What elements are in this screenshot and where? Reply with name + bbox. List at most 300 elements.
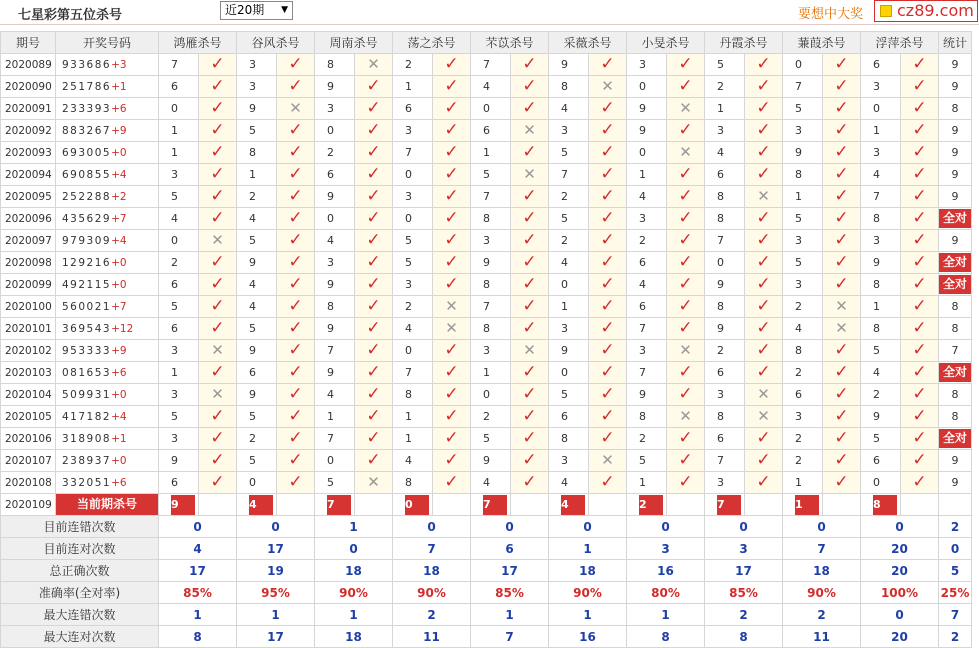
stat-value: 7 (783, 538, 861, 560)
issue-number: 2020092 (1, 120, 56, 142)
kill-number: 8 (549, 428, 589, 450)
check-icon: ✓ (834, 406, 849, 426)
draw-sum-offset: +0 (111, 388, 127, 401)
draw-numbers (56, 472, 159, 494)
check-icon: ✓ (600, 318, 615, 338)
check-icon: ✓ (210, 54, 225, 74)
kill-number: 0 (471, 98, 511, 120)
check-icon: ✓ (912, 76, 927, 96)
result-mark (277, 76, 315, 98)
result-mark (277, 54, 315, 76)
kill-number: 1 (237, 164, 277, 186)
kill-number: 2 (783, 450, 823, 472)
kill-number: 5 (471, 428, 511, 450)
result-mark (667, 340, 705, 362)
result-mark (745, 76, 783, 98)
result-mark (199, 362, 237, 384)
kill-number: 5 (783, 208, 823, 230)
result-mark (199, 120, 237, 142)
draw-digits: 693005 (62, 146, 112, 159)
result-mark (589, 296, 627, 318)
kill-number: 7 (705, 230, 745, 252)
draw-digits: 883267 (62, 124, 112, 137)
page-title: 七星彩第五位杀号 (18, 8, 123, 23)
stat-value: 90% (783, 582, 861, 604)
kill-number: 8 (705, 208, 745, 230)
kill-number: 5 (315, 472, 355, 494)
result-mark (433, 98, 471, 120)
result-mark (511, 384, 549, 406)
check-icon: ✓ (288, 186, 303, 206)
result-mark (199, 98, 237, 120)
result-mark (667, 384, 705, 406)
result-mark (277, 340, 315, 362)
row-total (939, 428, 972, 450)
check-icon: ✓ (600, 164, 615, 184)
current-kill-cell (237, 494, 277, 516)
stat-value: 20 (861, 538, 939, 560)
result-mark (823, 98, 861, 120)
check-icon: ✓ (600, 208, 615, 228)
check-icon: ✓ (210, 164, 225, 184)
current-kill-spacer (511, 494, 549, 516)
column-header: 荡之杀号 (393, 32, 471, 54)
result-mark (823, 296, 861, 318)
kill-number: 7 (393, 362, 433, 384)
draw-sum-offset: +1 (111, 80, 127, 93)
kill-number: 8 (861, 208, 901, 230)
table-row (1, 186, 972, 208)
kill-number: 9 (237, 252, 277, 274)
result-mark (667, 252, 705, 274)
result-mark (667, 428, 705, 450)
result-mark (823, 362, 861, 384)
draw-sum-offset: +0 (111, 146, 127, 159)
draw-numbers (56, 428, 159, 450)
result-mark (667, 76, 705, 98)
kill-number: 2 (159, 252, 199, 274)
all-correct-badge: 全对 (939, 209, 971, 228)
kill-number: 4 (237, 208, 277, 230)
check-icon: ✓ (210, 98, 225, 118)
result-mark (433, 428, 471, 450)
cross-icon: ✕ (289, 99, 302, 117)
result-mark (901, 98, 939, 120)
check-icon: ✓ (444, 54, 459, 74)
check-icon: ✓ (834, 76, 849, 96)
kill-number: 5 (237, 120, 277, 142)
current-kill-number: 2 (639, 495, 663, 515)
table-row (1, 472, 972, 494)
draw-digits: 081653 (62, 366, 112, 379)
result-mark (745, 98, 783, 120)
result-mark (667, 318, 705, 340)
check-icon: ✓ (600, 252, 615, 272)
kill-number: 7 (471, 186, 511, 208)
stat-value: 8 (159, 626, 237, 648)
check-icon: ✓ (834, 428, 849, 448)
row-total: 8 (939, 406, 972, 428)
stat-value: 95% (237, 582, 315, 604)
result-mark (589, 98, 627, 120)
check-icon: ✓ (366, 384, 381, 404)
kill-number: 3 (315, 252, 355, 274)
kill-number: 0 (783, 54, 823, 76)
kill-number: 9 (861, 406, 901, 428)
draw-sum-offset: +0 (111, 454, 127, 467)
column-header: 丹霞杀号 (705, 32, 783, 54)
check-icon: ✓ (366, 362, 381, 382)
check-icon: ✓ (366, 76, 381, 96)
result-mark (199, 54, 237, 76)
kill-number: 8 (705, 296, 745, 318)
kill-number: 9 (315, 274, 355, 296)
check-icon: ✓ (522, 186, 537, 206)
draw-numbers (56, 54, 159, 76)
check-icon: ✓ (834, 384, 849, 404)
kill-number: 2 (549, 230, 589, 252)
check-icon: ✓ (288, 362, 303, 382)
result-mark (745, 54, 783, 76)
kill-number: 1 (471, 142, 511, 164)
draw-digits: 690855 (62, 168, 112, 181)
check-icon: ✓ (678, 318, 693, 338)
stat-value: 1 (237, 604, 315, 626)
kill-number: 3 (783, 230, 823, 252)
kill-number: 9 (783, 142, 823, 164)
kill-number: 9 (315, 186, 355, 208)
kill-number: 0 (471, 384, 511, 406)
stat-value: 11 (393, 626, 471, 648)
draw-numbers (56, 340, 159, 362)
result-mark (277, 230, 315, 252)
check-icon: ✓ (522, 76, 537, 96)
stat-value: 2 (939, 516, 972, 538)
result-mark (277, 428, 315, 450)
check-icon: ✓ (678, 76, 693, 96)
row-total: 9 (939, 142, 972, 164)
result-mark (589, 450, 627, 472)
kill-number: 4 (549, 252, 589, 274)
check-icon: ✓ (756, 362, 771, 382)
kill-number: 0 (549, 362, 589, 384)
stat-label: 目前连错次数 (1, 516, 159, 538)
check-icon: ✓ (912, 318, 927, 338)
check-icon: ✓ (522, 230, 537, 250)
check-icon: ✓ (288, 450, 303, 470)
stat-value: 11 (783, 626, 861, 648)
cross-icon: ✕ (679, 99, 692, 117)
kill-number: 6 (705, 362, 745, 384)
issue-number: 2020105 (1, 406, 56, 428)
check-icon: ✓ (444, 230, 459, 250)
result-mark (355, 54, 393, 76)
kill-number: 4 (159, 208, 199, 230)
result-mark (511, 164, 549, 186)
kill-number: 1 (471, 362, 511, 384)
result-mark (277, 142, 315, 164)
result-mark (355, 76, 393, 98)
stat-value: 8 (705, 626, 783, 648)
check-icon: ✓ (210, 252, 225, 272)
check-icon: ✓ (600, 98, 615, 118)
result-mark (823, 120, 861, 142)
kill-number: 4 (783, 318, 823, 340)
check-icon: ✓ (522, 472, 537, 492)
check-icon: ✓ (366, 120, 381, 140)
result-mark (277, 120, 315, 142)
kill-number: 8 (549, 76, 589, 98)
kill-number: 8 (471, 274, 511, 296)
check-icon: ✓ (756, 54, 771, 74)
kill-number: 6 (159, 472, 199, 494)
current-kill-number: 9 (171, 495, 195, 515)
issue-number: 2020108 (1, 472, 56, 494)
kill-number: 6 (315, 164, 355, 186)
check-icon: ✓ (678, 252, 693, 272)
result-mark (901, 76, 939, 98)
kill-number: 1 (549, 296, 589, 318)
result-mark (433, 318, 471, 340)
stat-value: 1 (549, 604, 627, 626)
result-mark (589, 208, 627, 230)
draw-digits: 238937 (62, 454, 112, 467)
current-kill-spacer (589, 494, 627, 516)
kill-number: 9 (627, 384, 667, 406)
check-icon: ✓ (444, 340, 459, 360)
current-kill-cell (549, 494, 589, 516)
stat-value: 0 (939, 538, 972, 560)
draw-sum-offset: +1 (111, 432, 127, 445)
stat-label: 总正确次数 (1, 560, 159, 582)
kill-number: 3 (237, 54, 277, 76)
check-icon: ✓ (444, 472, 459, 492)
result-mark (433, 164, 471, 186)
kill-number: 2 (393, 296, 433, 318)
result-mark (901, 362, 939, 384)
check-icon: ✓ (288, 120, 303, 140)
draw-numbers (56, 252, 159, 274)
result-mark (901, 450, 939, 472)
row-total: 8 (939, 296, 972, 318)
check-icon: ✓ (756, 472, 771, 492)
result-mark (511, 230, 549, 252)
check-icon: ✓ (678, 120, 693, 140)
row-total (939, 208, 972, 230)
kill-number: 2 (705, 76, 745, 98)
kill-number: 4 (315, 384, 355, 406)
current-kill-number: 7 (483, 495, 507, 515)
stat-label: 最大连对次数 (1, 626, 159, 648)
stat-value: 17 (159, 560, 237, 582)
row-total (939, 252, 972, 274)
kill-number: 3 (393, 186, 433, 208)
result-mark (745, 164, 783, 186)
table-row (1, 230, 972, 252)
stat-value: 0 (237, 516, 315, 538)
check-icon: ✓ (366, 318, 381, 338)
result-mark (199, 274, 237, 296)
kill-number: 3 (705, 120, 745, 142)
result-mark (511, 472, 549, 494)
kill-number: 1 (393, 76, 433, 98)
check-icon: ✓ (522, 54, 537, 74)
result-mark (355, 296, 393, 318)
check-icon: ✓ (366, 98, 381, 118)
result-mark (823, 406, 861, 428)
check-icon: ✓ (912, 252, 927, 272)
kill-number: 2 (861, 384, 901, 406)
row-total (939, 274, 972, 296)
result-mark (823, 340, 861, 362)
check-icon: ✓ (210, 76, 225, 96)
check-icon: ✓ (210, 318, 225, 338)
result-mark (745, 142, 783, 164)
issue-number: 2020091 (1, 98, 56, 120)
result-mark (355, 164, 393, 186)
kill-number: 9 (549, 340, 589, 362)
result-mark (589, 76, 627, 98)
stat-value: 18 (315, 626, 393, 648)
kill-number: 5 (783, 98, 823, 120)
kill-number: 0 (237, 472, 277, 494)
check-icon: ✓ (912, 120, 927, 140)
table-row (1, 76, 972, 98)
kill-number: 7 (159, 54, 199, 76)
kill-number: 8 (705, 186, 745, 208)
kill-number: 8 (237, 142, 277, 164)
check-icon: ✓ (522, 142, 537, 162)
result-mark (667, 120, 705, 142)
check-icon: ✓ (678, 274, 693, 294)
draw-numbers (56, 384, 159, 406)
result-mark (511, 318, 549, 340)
kill-number: 4 (471, 76, 511, 98)
current-kill-number: 7 (717, 495, 741, 515)
column-header: 蒹葭杀号 (783, 32, 861, 54)
result-mark (901, 318, 939, 340)
draw-numbers (56, 296, 159, 318)
issue-number: 2020100 (1, 296, 56, 318)
kill-number: 3 (705, 472, 745, 494)
stat-row (1, 516, 972, 538)
site-logo[interactable] (874, 0, 978, 22)
kill-number: 8 (861, 318, 901, 340)
check-icon: ✓ (522, 406, 537, 426)
stat-value: 0 (393, 516, 471, 538)
draw-numbers (56, 406, 159, 428)
kill-number: 3 (471, 340, 511, 362)
check-icon: ✓ (678, 230, 693, 250)
stat-value: 3 (627, 538, 705, 560)
result-mark (823, 208, 861, 230)
kill-number: 9 (627, 120, 667, 142)
result-mark (199, 318, 237, 340)
check-icon: ✓ (210, 406, 225, 426)
check-icon: ✓ (678, 428, 693, 448)
kill-number: 7 (315, 340, 355, 362)
draw-numbers (56, 274, 159, 296)
issue-number: 2020089 (1, 54, 56, 76)
draw-numbers (56, 230, 159, 252)
kill-number: 1 (861, 120, 901, 142)
kill-number: 7 (393, 142, 433, 164)
row-total: 8 (939, 98, 972, 120)
current-kill-spacer (433, 494, 471, 516)
table-row (1, 340, 972, 362)
kill-number: 0 (861, 98, 901, 120)
result-mark (745, 340, 783, 362)
kill-number: 8 (783, 340, 823, 362)
check-icon: ✓ (366, 428, 381, 448)
result-mark (511, 428, 549, 450)
check-icon: ✓ (834, 450, 849, 470)
stat-value: 7 (939, 604, 972, 626)
result-mark (823, 252, 861, 274)
result-mark (745, 406, 783, 428)
promo-text[interactable]: 要想中大奖 (798, 7, 864, 22)
result-mark (277, 296, 315, 318)
check-icon: ✓ (834, 208, 849, 228)
result-mark (511, 406, 549, 428)
result-mark (433, 406, 471, 428)
column-header: 芣苡杀号 (471, 32, 549, 54)
column-header: 小旻杀号 (627, 32, 705, 54)
stat-value: 0 (861, 516, 939, 538)
result-mark (199, 450, 237, 472)
kill-number: 6 (627, 296, 667, 318)
draw-digits: 129216 (62, 256, 112, 269)
result-mark (745, 186, 783, 208)
result-mark (589, 186, 627, 208)
result-mark (823, 450, 861, 472)
row-total: 9 (939, 450, 972, 472)
check-icon: ✓ (756, 230, 771, 250)
kill-number: 0 (315, 450, 355, 472)
check-icon: ✓ (444, 186, 459, 206)
kill-number: 1 (861, 296, 901, 318)
table-row (1, 98, 972, 120)
check-icon: ✓ (756, 208, 771, 228)
check-icon: ✓ (210, 296, 225, 316)
result-mark (667, 406, 705, 428)
stat-row (1, 604, 972, 626)
check-icon: ✓ (444, 384, 459, 404)
cross-icon: ✕ (445, 297, 458, 315)
cross-icon: ✕ (211, 385, 224, 403)
result-mark (901, 142, 939, 164)
check-icon: ✓ (678, 472, 693, 492)
check-icon: ✓ (600, 230, 615, 250)
result-mark (667, 362, 705, 384)
cross-icon: ✕ (757, 407, 770, 425)
result-mark (901, 406, 939, 428)
current-period-row (1, 494, 972, 516)
kill-number: 3 (159, 384, 199, 406)
kill-number: 5 (549, 384, 589, 406)
result-mark (511, 54, 549, 76)
result-mark (355, 406, 393, 428)
stat-value: 100% (861, 582, 939, 604)
current-kill-spacer (667, 494, 705, 516)
check-icon: ✓ (288, 76, 303, 96)
period-select[interactable] (220, 1, 293, 20)
result-mark (901, 384, 939, 406)
result-mark (823, 230, 861, 252)
check-icon: ✓ (834, 164, 849, 184)
kill-number: 1 (627, 164, 667, 186)
result-mark (511, 208, 549, 230)
